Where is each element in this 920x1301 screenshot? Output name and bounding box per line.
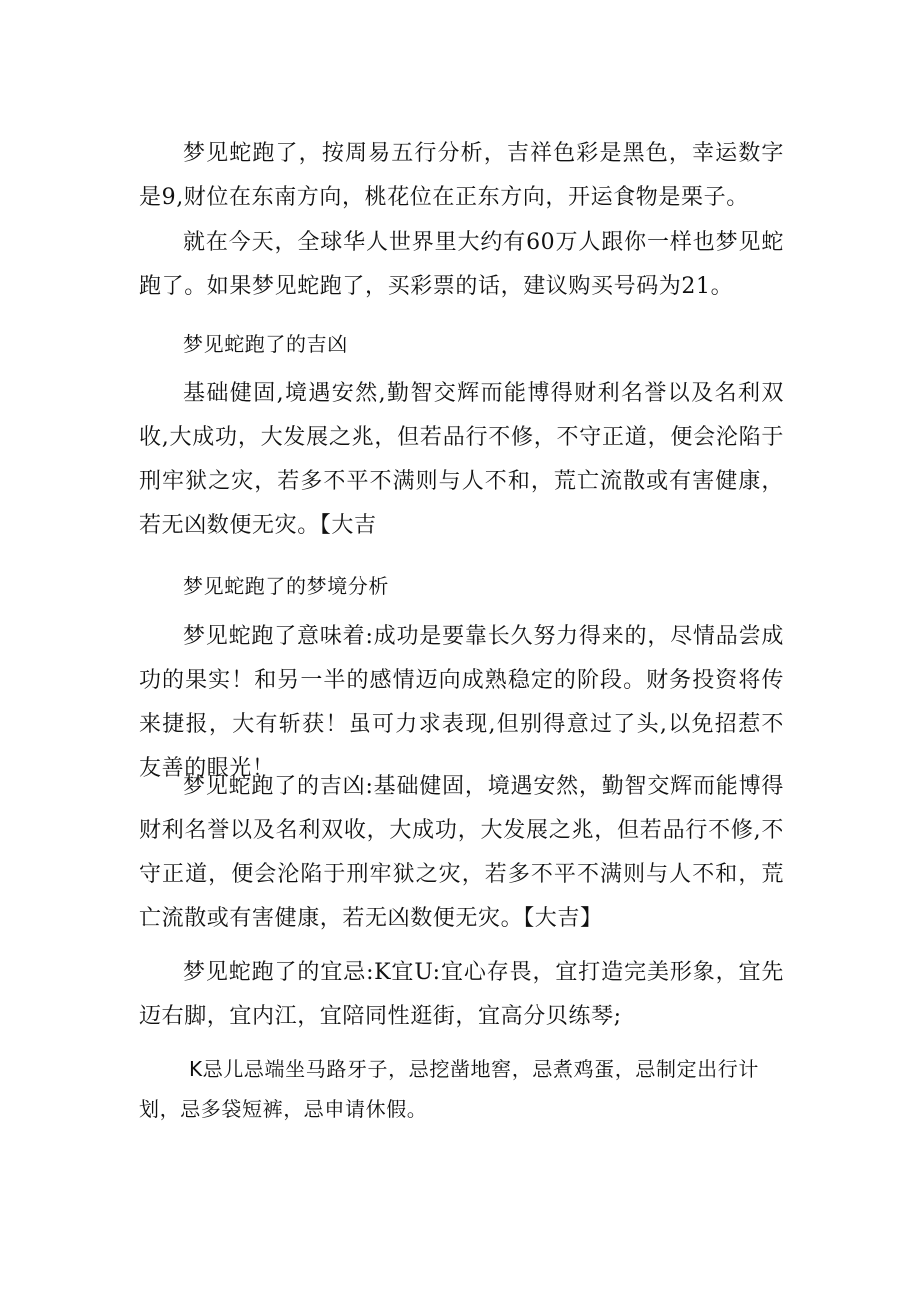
paragraph-avoid: K忌儿忌端坐马路牙子，忌挖凿地窖，忌煮鸡蛋，忌制定出行计划，忌多袋短裤，忌申请休假。	[139, 1057, 759, 1121]
heading-fortune: 梦见蛇跑了的吉凶	[183, 332, 348, 356]
paragraph-lucky-info: 梦见蛇跑了，按周易五行分析，吉祥色彩是黑色，幸运数字是9,财位在东南方向，桃花位在正东方向，开运食物是栗子。	[139, 141, 784, 210]
paragraph-suitable: 梦见蛇跑了的宜忌:K宜U:宜心存畏，宜打造完美形象，宜先迈右脚，宜内江，宜陪同性逛街，宜高分贝练琴;	[139, 960, 784, 1029]
paragraph-fortune-detail: 梦见蛇跑了的吉凶:基础健固，境遇安然，勤智交辉而能博得财利名誉以及名利双收，大成功，大发展之兆，但若品行不修,不守正道，便会沦陷于刑牢狱之灾，若多不平不满则与人不和，荒亡流散或有害健康，若无凶数便无灾。【大吉】	[139, 774, 784, 931]
paragraph-lottery-info: 就在今天，全球华人世界里大约有60万人跟你一样也梦见蛇跑了。如果梦见蛇跑了，买彩票的话，建议购买号码为21。	[139, 230, 784, 299]
paragraph-dream-meaning: 梦见蛇跑了意味着:成功是要靠长久努力得来的，尽情品尝成功的果实！和另一半的感情迈向成熟稳定的阶段。财务投资将传来捷报，大有斩获！虽可力求表现,但别得意过了头,以免招惹不友善的眼光！	[139, 624, 784, 781]
paragraph-fortune: 基础健固,境遇安然,勤智交辉而能博得财利名誉以及名利双收,大成功，大发展之兆，但若品行不修，不守正道，便会沦陷于刑牢狱之灾，若多不平不满则与人不和，荒亡流散或有害健康，若无凶数便无灾。【大吉	[139, 381, 784, 538]
heading-dream-analysis: 梦见蛇跑了的梦境分析	[183, 574, 389, 598]
